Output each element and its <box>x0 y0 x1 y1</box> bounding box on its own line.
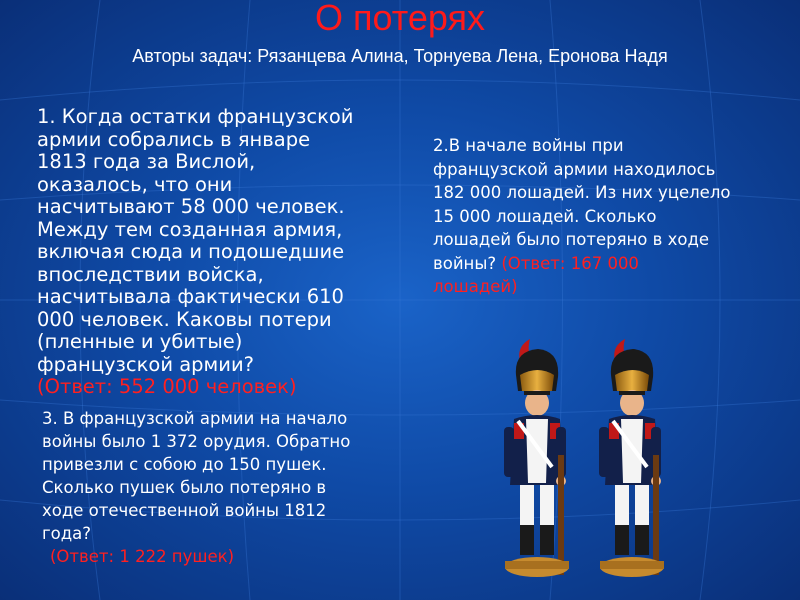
problem-2-text: 2.В начале войны при французской армии находилось 182 000 лошадей. Из них уцелело 15 000 лошадей. Сколько лошадей было потеряно в ходе войны? <box>433 136 731 273</box>
problem-1 <box>37 106 397 399</box>
problem-2-answer: (Ответ: 167 000 лошадей) <box>433 253 639 296</box>
problem-1-answer: (Ответ: 552 000 человек) <box>37 375 297 398</box>
problem-3 <box>42 384 402 591</box>
authors-line: Авторы задач: Рязанцева Алина, Торнуева Лена, Еронова Надя <box>132 46 668 66</box>
problem-2 <box>433 134 773 299</box>
problem-3-text: 3. В французской армии на начало войны было 1 372 орудия. Обратно привезли с собою до 150 пушек. Сколько пушек было потеряно в ходе отечественной войны 1812 года? <box>42 409 351 543</box>
problem-3-answer: (Ответ: 1 222 пушек) <box>50 547 235 566</box>
problem-1-text: 1. Когда остатки французской армии собрались в январе 1813 года за Вислой, оказалось, что они насчитывают 58 000 человек. Между тем созданная армия, включая сюда и подошедшие впоследствии войска, насчитывала фактически 610 000 человек. Каковы потери (пленные и убитые) французской армии? <box>37 105 354 376</box>
slide-title: О потерях <box>315 0 485 38</box>
grenadier-figurines-image <box>490 335 680 600</box>
grenadier-figure-left <box>504 339 569 577</box>
grenadier-figure-right <box>599 339 664 577</box>
